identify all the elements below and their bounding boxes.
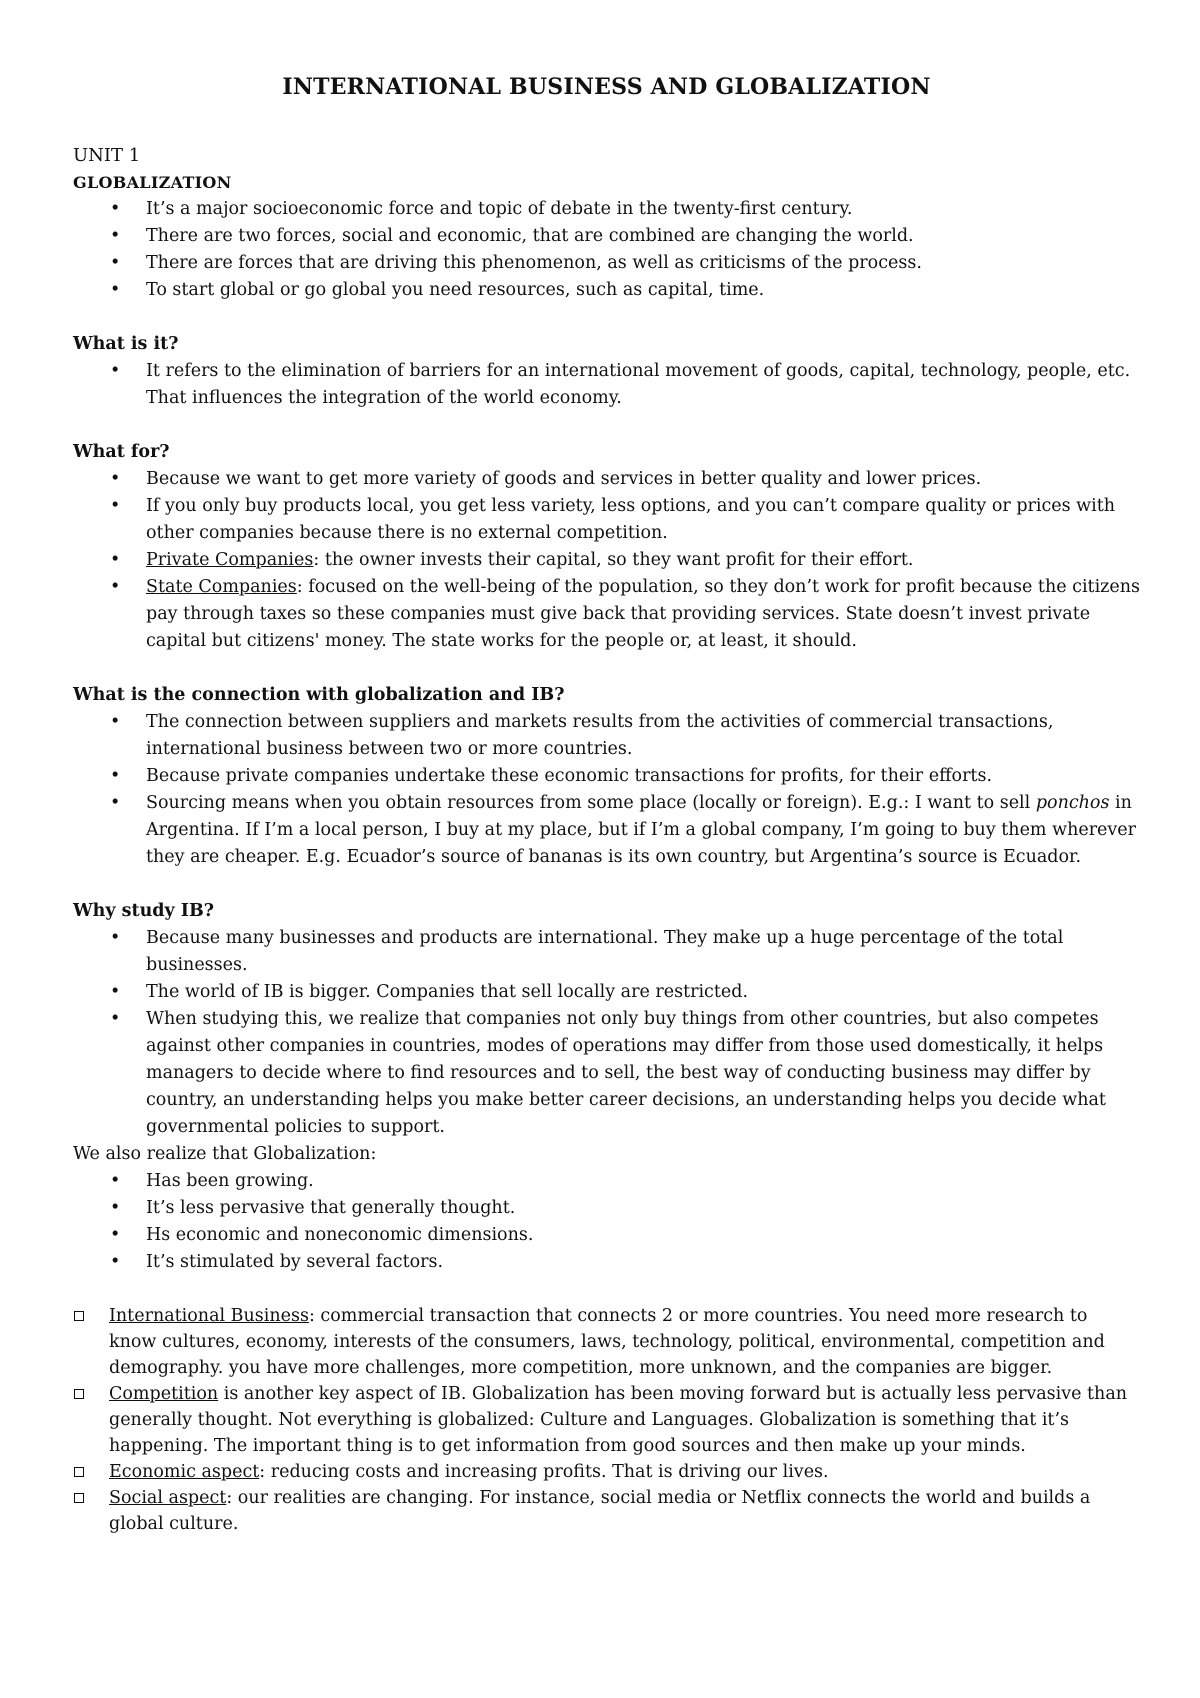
list-item: Economic aspect: reducing costs and increasing profits. That is driving our lives. (73, 1459, 1140, 1485)
list-item: International Business: commercial transaction that connects 2 or more countries. You need more research to know cultures, economy, interests of the consumers, laws, technology, political, environmental, competition and demography. you have more challenges, more competition, more unknown, and the companies are bigger. (73, 1303, 1140, 1381)
heading-connection: What is the connection with globalization and IB? (73, 685, 565, 705)
list-item: • Because many businesses and products are international. They make up a huge percentage of the total businesses. (73, 925, 1140, 979)
list-item: • State Companies: focused on the well-being of the population, so they don’t work for profit because the citizens pay through taxes so these companies must give back that providing services. State doesn’t invest private capital but citizens' money. The state works for the people or, at least, it should. (73, 574, 1140, 655)
list-item: • It’s less pervasive that generally thought. (73, 1195, 1140, 1222)
heading-what-is-it: What is it? (73, 334, 179, 354)
square-bullet-icon (74, 1493, 84, 1503)
bullet-icon: • (110, 496, 121, 516)
list-item: • Sourcing means when you obtain resources from some place (locally or foreign). E.g.: I want to sell ponchos in Argentina. If I’m a local person, I buy at my place, but if I’m a global company, I’m going to buy them wherever they are cheaper. E.g. Ecuador’s source of bananas is its own country, but Argentina’s source is Ecuador. (73, 790, 1140, 871)
term-economic-aspect: Economic aspect (109, 1462, 260, 1482)
intro-bullet-list (73, 196, 1140, 304)
bullet-icon: • (110, 550, 121, 570)
bullet-icon: • (110, 226, 121, 246)
list-item: Competition is another key aspect of IB. Globalization has been moving forward but is actually less pervasive than generally thought. Not everything is globalized: Culture and Languages. Globalization is something that it’s happening. The important thing is to get information from good sources and then make up your minds. (73, 1381, 1140, 1459)
list-item: • There are forces that are driving this phenomenon, as well as criticisms of the process. (73, 250, 1140, 277)
square-bullet-icon (74, 1467, 84, 1477)
list-item: • Because we want to get more variety of goods and services in better quality and lower prices. (73, 466, 1140, 493)
list-item: • Because private companies undertake these economic transactions for profits, for their efforts. (73, 763, 1140, 790)
list-item: • It’s stimulated by several factors. (73, 1249, 1140, 1276)
heading-what-for: What for? (73, 442, 170, 462)
what-is-it-list (73, 358, 1140, 412)
bullet-icon: • (110, 577, 121, 597)
bullet-icon: • (110, 253, 121, 273)
bullet-icon: • (110, 793, 121, 813)
bullet-icon: • (110, 1225, 121, 1245)
term-state-companies: State Companies (146, 577, 297, 597)
heading-why-study: Why study IB? (73, 901, 215, 921)
list-item: • Private Companies: the owner invests their capital, so they want profit for their effort. (73, 547, 1140, 574)
bullet-icon: • (110, 1171, 121, 1191)
checkbox-bullet-list (73, 1303, 1140, 1537)
list-item: Social aspect: our realities are changing. For instance, social media or Netflix connects the world and builds a global culture. (73, 1485, 1140, 1537)
term-private-companies: Private Companies (146, 550, 314, 570)
also-realize-intro: We also realize that Globalization: (73, 1144, 377, 1164)
term-international-business: International Business (109, 1306, 309, 1326)
term-competition: Competition (109, 1384, 219, 1404)
bullet-icon: • (110, 928, 121, 948)
bullet-icon: • (110, 1198, 121, 1218)
list-item: • It’s a major socioeconomic force and topic of debate in the twenty-first century. (73, 196, 1140, 223)
list-item: • The connection between suppliers and markets results from the activities of commercial transactions, international business between two or more countries. (73, 709, 1140, 763)
bullet-icon: • (110, 469, 121, 489)
square-bullet-icon (74, 1389, 84, 1399)
bullet-icon: • (110, 1009, 121, 1029)
what-for-list (73, 466, 1140, 655)
why-study-list (73, 925, 1140, 1141)
unit-label: UNIT 1 (73, 145, 141, 166)
bullet-icon: • (110, 982, 121, 1002)
also-realize-list (73, 1168, 1140, 1276)
list-item: • If you only buy products local, you get less variety, less options, and you can’t compare quality or prices with other companies because there is no external competition. (73, 493, 1140, 547)
list-item: • Hs economic and noneconomic dimensions. (73, 1222, 1140, 1249)
document-title: INTERNATIONAL BUSINESS AND GLOBALIZATION (282, 74, 931, 100)
list-item: • When studying this, we realize that companies not only buy things from other countries, but also competes against other companies in countries, modes of operations may differ from those used domestically, it helps managers to decide where to find resources and to sell, the best way of conducting business may differ by country, an understanding helps you make better career decisions, an understanding helps you decide what governmental policies to support. (73, 1006, 1140, 1141)
bullet-icon: • (110, 361, 121, 381)
term-social-aspect: Social aspect (109, 1488, 227, 1508)
list-item: • There are two forces, social and economic, that are combined are changing the world. (73, 223, 1140, 250)
list-item: • It refers to the elimination of barriers for an international movement of goods, capital, technology, people, etc. That influences the integration of the world economy. (73, 358, 1140, 412)
bullet-icon: • (110, 280, 121, 300)
bullet-icon: • (110, 766, 121, 786)
emphasis-ponchos: ponchos (1035, 793, 1110, 813)
bullet-icon: • (110, 1252, 121, 1272)
section-title: GLOBALIZATION (73, 173, 232, 192)
list-item: • Has been growing. (73, 1168, 1140, 1195)
square-bullet-icon (74, 1311, 84, 1321)
bullet-icon: • (110, 712, 121, 732)
bullet-icon: • (110, 199, 121, 219)
connection-list (73, 709, 1140, 871)
list-item: • To start global or go global you need resources, such as capital, time. (73, 277, 1140, 304)
list-item: • The world of IB is bigger. Companies that sell locally are restricted. (73, 979, 1140, 1006)
